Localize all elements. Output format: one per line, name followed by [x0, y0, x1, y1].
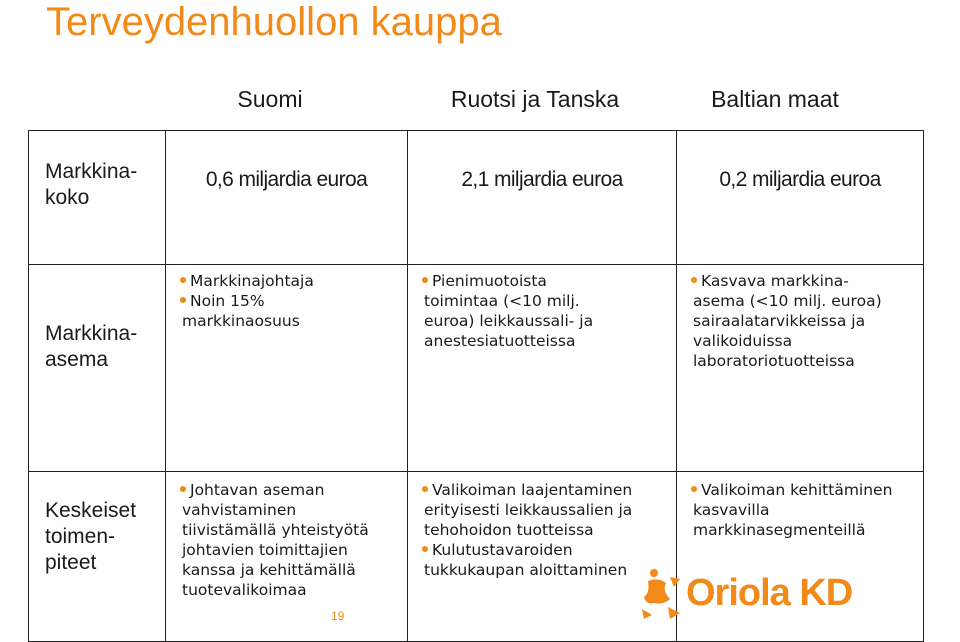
- table-row-market-size: [29, 131, 924, 265]
- bullet-icon: [180, 277, 186, 283]
- list-item: Kasvava markkina- asema (<10 milj. euroa) sairaalatarvikkeissa ja valikoiduissa laboratoriotuotteissa: [693, 272, 882, 370]
- table-row-market-position: [29, 265, 924, 472]
- bullet-icon: [180, 486, 186, 492]
- list-item: Valikoiman kehittäminen kasvavilla markkinasegmenteillä: [693, 481, 893, 539]
- list-item: Noin 15% markkinaosuus: [182, 292, 300, 330]
- list-item: Pienimuotoista toimintaa (<10 milj. euroa) leikkaussali- ja anestesiatuotteissa: [424, 272, 594, 350]
- list-item: Johtavan aseman vahvistaminen tiivistämällä yhteistyötä johtavien toimittajien kanssa ja kehittämällä tuotevalikoimaa: [182, 481, 369, 599]
- table-cell: 0,2 miljardia euroa: [677, 131, 924, 265]
- table-cell: [677, 265, 924, 472]
- row-label: Keskeiset toimen- piteet: [29, 472, 166, 642]
- list-item: Markkinajohtaja: [182, 271, 401, 291]
- bullet-icon: [180, 297, 186, 303]
- row-label: Markkina- koko: [29, 131, 166, 265]
- table-cell: 2,1 miljardia euroa: [408, 131, 677, 265]
- bullet-icon: [422, 546, 428, 552]
- table-cell: [166, 265, 408, 472]
- slide-title: Terveydenhuollon kauppa: [46, 0, 502, 44]
- list-item: Kulutustavaroiden tukkukaupan aloittaminen: [424, 541, 628, 579]
- column-header-baltia: Baltian maat: [711, 86, 839, 112]
- row-label: Markkina- asema: [29, 265, 166, 472]
- list-item: Valikoiman laajentaminen erityisesti leikkaussalien ja tehohoidon tuotteissa: [424, 481, 633, 539]
- bullet-icon: [422, 486, 428, 492]
- table-cell: [408, 265, 677, 472]
- column-header-suomi: Suomi: [237, 86, 303, 112]
- column-header-ruotsi-tanska: Ruotsi ja Tanska: [450, 86, 620, 112]
- page-number: 19: [331, 609, 345, 623]
- table-cell: 0,6 miljardia euroa: [166, 131, 408, 265]
- table-cell: [408, 472, 677, 642]
- bullet-icon: [422, 277, 428, 283]
- bullet-icon: [691, 277, 697, 283]
- bullet-icon: [691, 486, 697, 492]
- table-cell: [166, 472, 408, 642]
- logo-wordmark: Oriola KD: [686, 572, 853, 614]
